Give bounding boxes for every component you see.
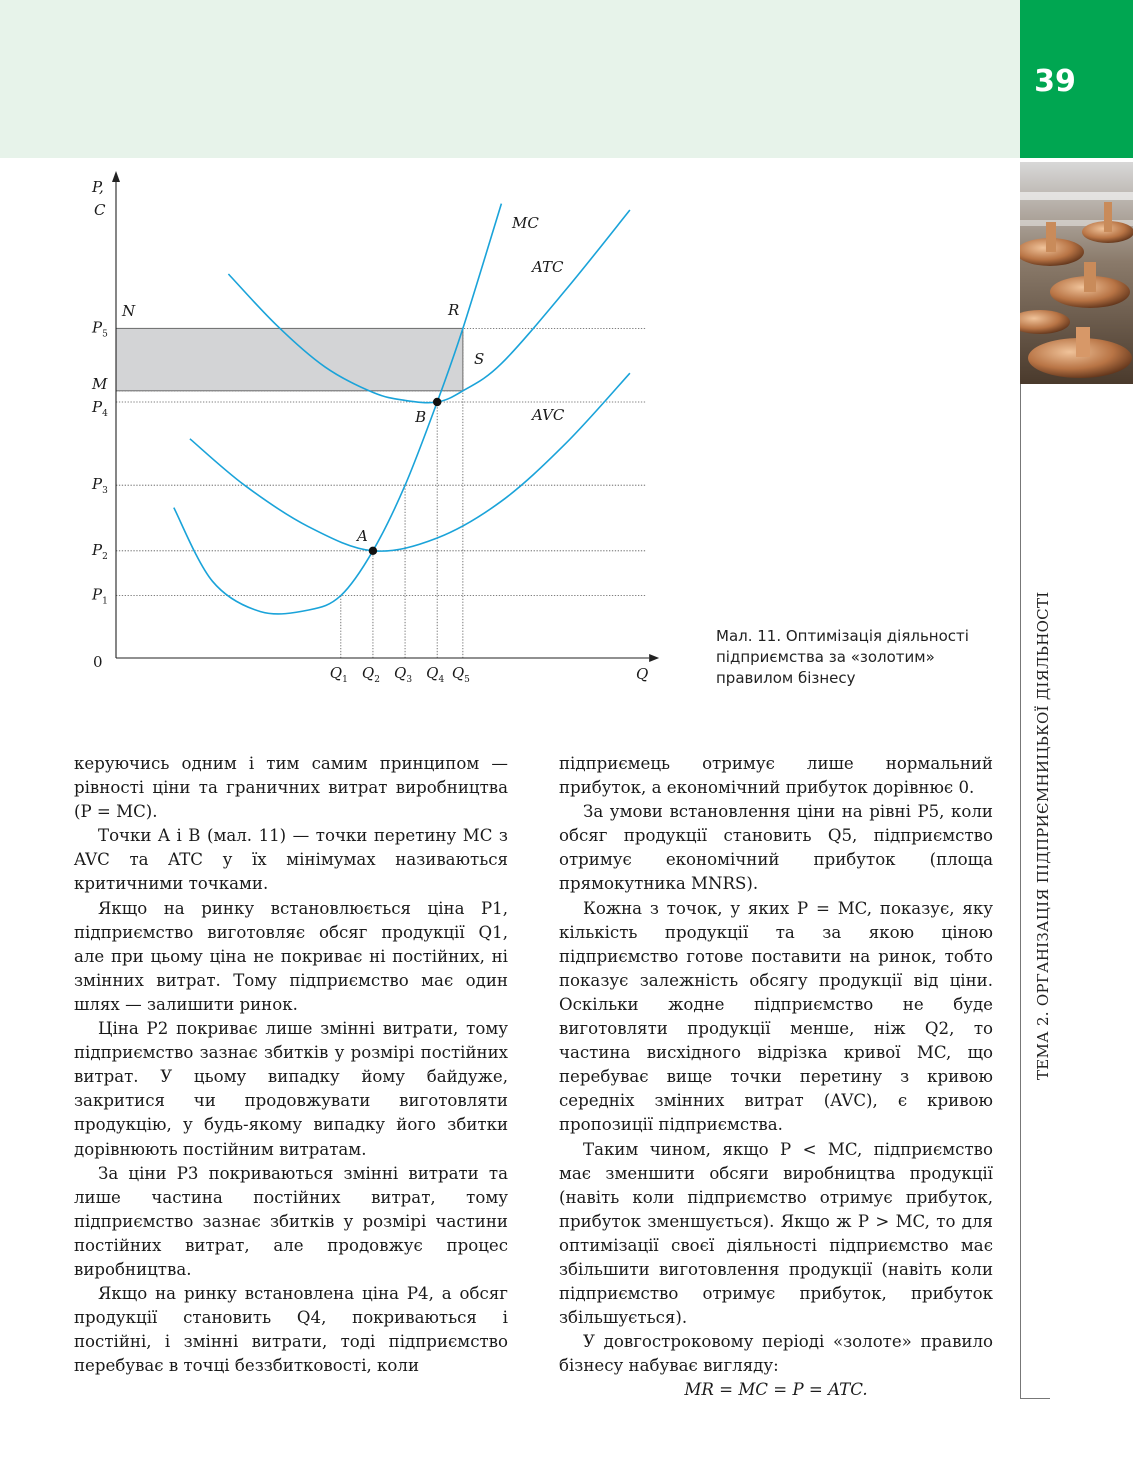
text-column-right <box>559 752 993 1403</box>
point-label-a: A <box>356 526 368 545</box>
page-number-tab <box>1020 0 1133 158</box>
paragraph: Якщо на ринку встановлюється ціна P1, підприємство виготовляє обсяг продукції Q1, але при цьому ціна не покриває ні постійних, ні змінних витрат. Тому підприємство має один шлях — залишити ринок. <box>74 898 508 1014</box>
y-tick-m: M <box>92 374 108 393</box>
paragraph: Таким чином, якщо P < MC, підприємство має зменшити обсяги виробництва продукції (навіть коли підприємство отримує прибуток, прибуток зменшується). Якщо ж P > MC, то для оптимізації своєї діяльності підприємство має збільшити виготовлення продукції (навіть коли підприємство отримує прибуток, прибуток збільшується). <box>559 1139 993 1328</box>
page-number: 39 <box>1034 64 1076 99</box>
figure-caption: Мал. 11. Оптимізація діяльності підприємства за «золотим» правилом бізнесу <box>716 627 969 687</box>
x-tick-q3: $Q_3$ <box>394 664 413 685</box>
y-tick-p1: $P_1$ <box>92 585 108 607</box>
y-tick-p3: $P_3$ <box>92 475 108 497</box>
x-tick-q1: $Q_1$ <box>329 664 348 685</box>
point-b <box>433 398 441 406</box>
paragraph: Кожна з точок, у яких P = MC, показує, яку кількість продукції та за якою ціною підприємство готове поставити на ринок, тобто показує залежність обсягу продукції від ціни. Оскільки жодне підприємство не буде виготовляти продукції менше, ніж Q2, то частина висхідного відрізка кривої MC, що перебуває вище точки перетину з кривою середніх змінних витрат (AVC), є кривою пропозиції підприємства. <box>559 898 993 1135</box>
section-side-title: ТЕМА 2. ОРГАНІЗАЦІЯ ПІДПРИЄМНИЦЬКОЇ ДІЯЛЬНОСТІ <box>1034 591 1052 1080</box>
x-tick-q2: $Q_2$ <box>361 664 380 685</box>
mc-curve <box>174 204 502 614</box>
series-label-mc: MC <box>512 214 539 232</box>
paragraph: За ціни P3 покриваються змінні витрати та лише частина постійних витрат, тому підприємство зазнає збитків у розмірі частини постійних витрат, але продовжує процес виробництва. <box>74 1163 508 1279</box>
rect-label-n: N <box>122 302 136 320</box>
y-axis-label-p: P, <box>92 178 104 196</box>
paragraph: У довгостроковому періоді «золоте» правило бізнесу набуває вигляду: <box>559 1332 993 1376</box>
rect-label-s: S <box>474 350 485 368</box>
origin-label: 0 <box>93 653 103 671</box>
series-label-avc: AVC <box>532 406 565 424</box>
paragraph: Ціна P2 покриває лише змінні витрати, тому підприємство зазнає збитків у розмірі постійних витрат. У цьому випадку йому байдуже, закритися чи продовжувати виготовляти продукцію, у будь-якому випадку його збитки дорівнюють постійним витратам. <box>74 1019 508 1159</box>
point-label-b: B <box>415 408 427 426</box>
y-tick-p2: $P_2$ <box>92 540 108 562</box>
y-axis-label-c: C <box>94 201 106 219</box>
header-band <box>0 0 1020 158</box>
y-tick-p4: $P_4$ <box>92 398 108 419</box>
y-tick-p5: $P_5$ <box>92 318 108 340</box>
avc-curve <box>190 373 630 551</box>
paragraph: підприємець отримує лише нормальний прибуток, а економічний прибуток дорівнює 0. <box>559 754 993 798</box>
text-column-left <box>74 752 508 1378</box>
paragraph: Точки A і B (мал. 11) — точки перетину MC з AVC та ATC у їх мінімумах називаються критичними точками. <box>74 826 508 894</box>
x-axis-label: Q <box>636 665 649 683</box>
side-rule-foot <box>1020 1398 1050 1399</box>
paragraph: Якщо на ринку встановлена ціна P4, а обсяг продукції становить Q4, покриваються і постійні, і змінні витрати, тоді підприємство перебуває в точці беззбитковості, коли <box>74 1284 508 1376</box>
gears-photo <box>1020 162 1133 384</box>
x-tick-q5: $Q_5$ <box>451 664 470 685</box>
paragraph: За умови встановлення ціни на рівні P5, коли обсяг продукції становить Q5, підприємство отримує економічний прибуток (площа прямокутника MNRS). <box>559 802 993 894</box>
rect-label-r: R <box>448 301 460 319</box>
x-tick-q4: $Q_4$ <box>426 664 445 685</box>
x-axis-arrow <box>649 654 659 662</box>
golden-rule-formula: MR = MC = P = ATC. <box>684 1380 868 1400</box>
paragraph: керуючись одним і тим самим принципом — рівності ціни та граничних витрат виробництва (P = MC). <box>74 754 508 822</box>
cost-curves-chart <box>80 160 680 700</box>
series-label-atc: ATC <box>532 258 564 276</box>
point-a <box>369 547 377 555</box>
y-axis-arrow <box>112 171 120 182</box>
side-rule <box>1020 384 1021 1399</box>
